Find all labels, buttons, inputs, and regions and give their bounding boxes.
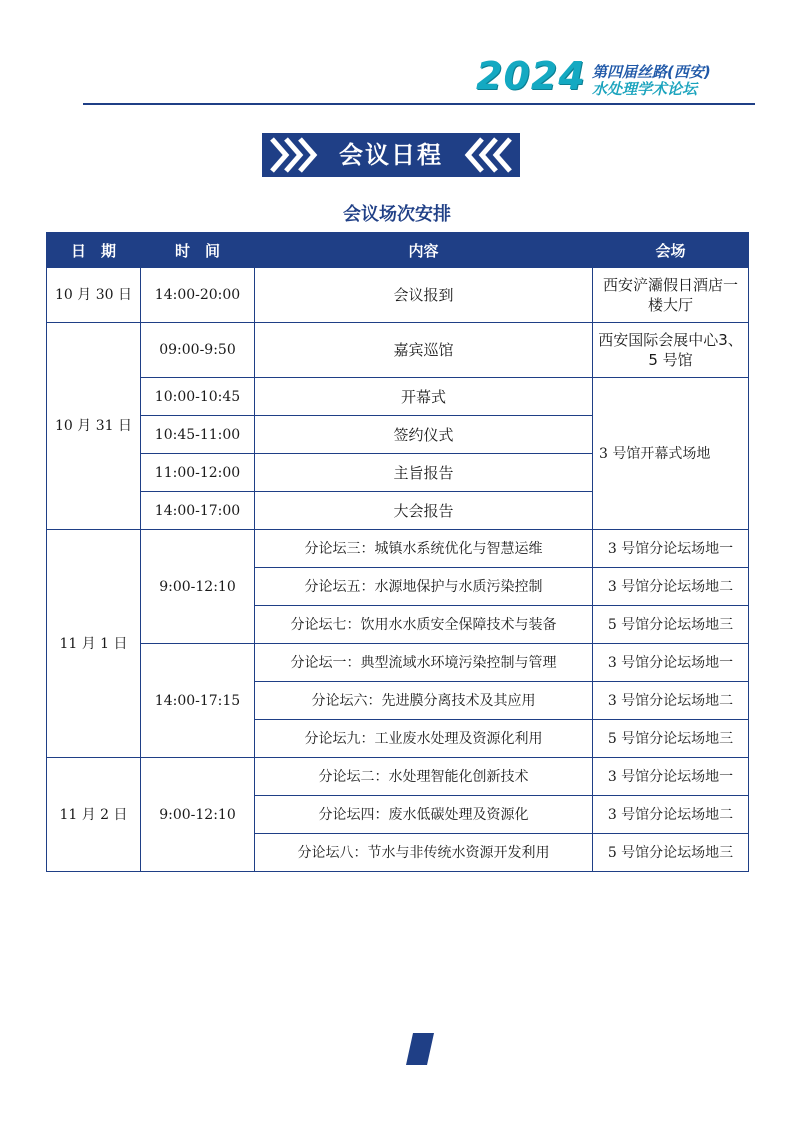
forum-logo <box>476 54 736 102</box>
date-cell: 11 月 1 日 <box>47 530 141 758</box>
content-cell: 分论坛二：水处理智能化创新技术 <box>255 758 593 796</box>
venue-cell: 3 号馆分论坛场地二 <box>593 568 749 606</box>
time-cell: 14:00-17:15 <box>141 644 255 758</box>
date-cell: 11 月 2 日 <box>47 758 141 872</box>
time-cell: 9:00-12:10 <box>141 758 255 872</box>
header-divider <box>83 103 755 105</box>
table-header-row <box>47 233 749 268</box>
logo-title-line1: 第四届丝路(西安) <box>592 63 711 81</box>
banner-title: 会议日程 <box>339 141 443 169</box>
table-row <box>47 268 749 323</box>
double-chevron-left-icon <box>464 133 514 177</box>
venue-cell: 3 号馆分论坛场地一 <box>593 530 749 568</box>
content-cell: 分论坛九：工业废水处理及资源化利用 <box>255 720 593 758</box>
content-cell: 分论坛三：城镇水系统优化与智慧运维 <box>255 530 593 568</box>
content-cell: 开幕式 <box>255 378 593 416</box>
time-cell: 9:00-12:10 <box>141 530 255 644</box>
venue-cell: 3 号馆分论坛场地一 <box>593 644 749 682</box>
table-title: 会议场次安排 <box>343 204 451 225</box>
content-cell: 会议报到 <box>255 268 593 323</box>
header-time: 时 间 <box>141 233 255 268</box>
page-marker-icon <box>406 1033 434 1065</box>
date-cell: 10 月 31 日 <box>47 323 141 530</box>
time-cell: 14:00-17:00 <box>141 492 255 530</box>
content-cell: 分论坛八：节水与非传统水资源开发利用 <box>255 834 593 872</box>
venue-cell: 西安浐灞假日酒店一楼大厅 <box>593 268 749 323</box>
header-venue: 会场 <box>593 233 749 268</box>
logo-title-line2: 水处理学术论坛 <box>592 80 698 98</box>
table-row <box>47 378 749 416</box>
table-row <box>47 530 749 568</box>
venue-cell: 3 号馆分论坛场地一 <box>593 758 749 796</box>
table-row <box>47 644 749 682</box>
schedule-table <box>46 232 749 872</box>
date-cell: 10 月 30 日 <box>47 268 141 323</box>
header-content: 内容 <box>255 233 593 268</box>
time-cell: 11:00-12:00 <box>141 454 255 492</box>
logo-year: 2024 <box>476 54 586 98</box>
venue-cell: 3 号馆分论坛场地二 <box>593 682 749 720</box>
time-cell: 09:00-9:50 <box>141 323 255 378</box>
venue-cell: 3 号馆分论坛场地二 <box>593 796 749 834</box>
content-cell: 分论坛六：先进膜分离技术及其应用 <box>255 682 593 720</box>
content-cell: 分论坛四：废水低碳处理及资源化 <box>255 796 593 834</box>
content-cell: 分论坛一：典型流域水环境污染控制与管理 <box>255 644 593 682</box>
section-banner <box>262 133 520 177</box>
header-date: 日 期 <box>47 233 141 268</box>
venue-cell: 5 号馆分论坛场地三 <box>593 834 749 872</box>
content-cell: 分论坛七：饮用水水质安全保障技术与装备 <box>255 606 593 644</box>
content-cell: 分论坛五：水源地保护与水质污染控制 <box>255 568 593 606</box>
venue-cell: 西安国际会展中心3、5 号馆 <box>593 323 749 378</box>
time-cell: 14:00-20:00 <box>141 268 255 323</box>
content-cell: 签约仪式 <box>255 416 593 454</box>
venue-cell: 5 号馆分论坛场地三 <box>593 606 749 644</box>
content-cell: 主旨报告 <box>255 454 593 492</box>
time-cell: 10:00-10:45 <box>141 378 255 416</box>
time-cell: 10:45-11:00 <box>141 416 255 454</box>
venue-cell: 3 号馆开幕式场地 <box>593 378 749 530</box>
table-row <box>47 758 749 796</box>
content-cell: 大会报告 <box>255 492 593 530</box>
venue-cell: 5 号馆分论坛场地三 <box>593 720 749 758</box>
table-row <box>47 323 749 378</box>
content-cell: 嘉宾巡馆 <box>255 323 593 378</box>
